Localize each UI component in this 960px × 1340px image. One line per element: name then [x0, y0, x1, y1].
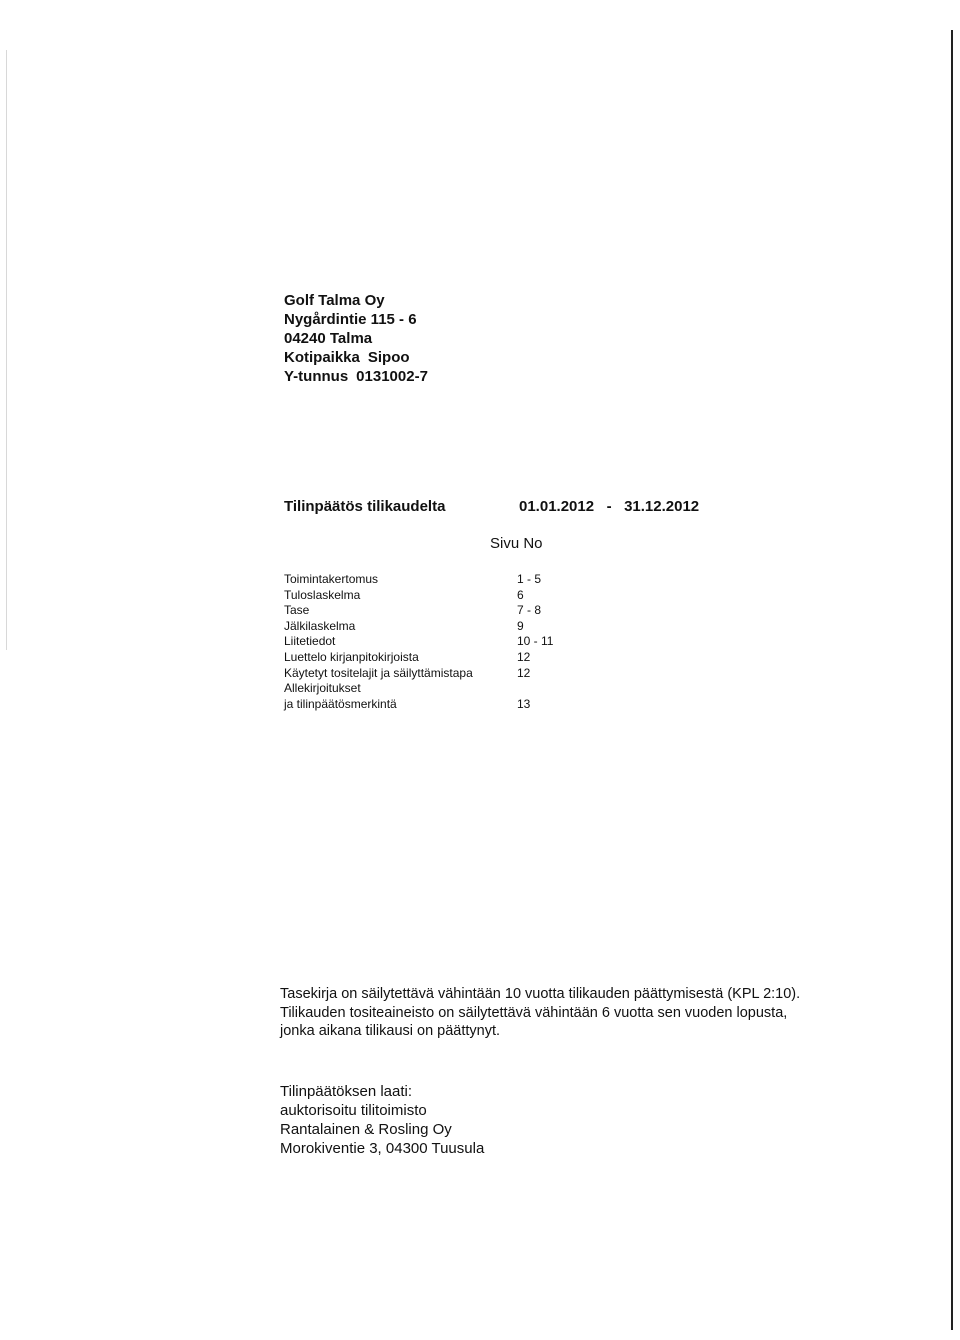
scan-edge-line [951, 30, 953, 1330]
toc-row [284, 634, 554, 650]
company-business-id [284, 367, 428, 386]
toc-pages: 1 - 5 [517, 572, 542, 586]
financial-period [284, 498, 700, 515]
toc-label: Toimintakertomus [284, 572, 379, 586]
toc-pages: 7 - 8 [517, 603, 542, 618]
toc-pages: 6 [517, 587, 524, 602]
toc-pages: 12 [517, 649, 531, 664]
toc-row [284, 681, 531, 712]
company-name: Golf Talma Oy [284, 292, 385, 309]
domicile-label: Kotipaikka [284, 349, 360, 366]
period-separator: - [606, 498, 612, 515]
business-id-label: Y-tunnus [284, 368, 349, 385]
page-number-header: Sivu No [490, 535, 543, 552]
period-start: 01.01.2012 [519, 498, 595, 515]
toc-row [284, 665, 531, 682]
company-info-block [284, 291, 428, 386]
prepared-by-line: Morokiventie 3, 04300 Tuusula [280, 1140, 485, 1157]
toc-label: Tuloslaskelma [284, 587, 361, 602]
prepared-by-block [280, 1082, 484, 1158]
retention-line: Tasekirja on säilytettävä vähintään 10 vuotta tilikauden päättymisestä (KPL 2:10). [280, 986, 801, 1002]
toc-row [284, 572, 542, 588]
toc-row [284, 603, 542, 619]
retention-notice [280, 985, 920, 1041]
toc-label: Tase [284, 603, 310, 618]
toc-label: Jälkilaskelma [284, 618, 356, 633]
toc-row [284, 649, 531, 666]
prepared-by-line: Rantalainen & Rosling Oy [280, 1121, 452, 1138]
period-end: 31.12.2012 [624, 498, 700, 515]
company-street: Nygårdintie 115 - 6 [284, 311, 417, 328]
toc-pages: 9 [517, 618, 524, 633]
company-domicile [284, 348, 428, 367]
toc-label: Käytetyt tositelajit ja säilyttämistapa [284, 665, 473, 680]
toc-label-continued: ja tilinpäätösmerkintä [284, 696, 397, 711]
period-title: Tilinpäätös tilikaudelta [284, 498, 446, 515]
retention-line: jonka aikana tilikausi on päättynyt. [280, 1023, 501, 1039]
company-postal: 04240 Talma [284, 330, 373, 347]
toc-row [284, 618, 524, 635]
table-of-contents [284, 572, 554, 712]
prepared-by-line: auktorisoitu tilitoimisto [280, 1102, 427, 1119]
business-id-value: 0131002-7 [356, 368, 428, 385]
toc-label: Liitetiedot [284, 634, 336, 649]
toc-pages: 13 [517, 696, 531, 711]
toc-pages: 10 - 11 [517, 634, 554, 649]
retention-line: Tilikauden tositeaineisto on säilytettävä vähintään 6 vuotta sen vuoden lopusta, [280, 1004, 788, 1021]
toc-row [284, 587, 524, 604]
scan-edge-faint-line [6, 50, 7, 650]
prepared-by-label: Tilinpäätöksen laati: [280, 1083, 413, 1100]
toc-pages: 12 [517, 665, 531, 680]
toc-label: Luettelo kirjanpitokirjoista [284, 649, 419, 664]
toc-label: Allekirjoitukset [284, 681, 361, 696]
domicile-value: Sipoo [367, 349, 410, 366]
period-range [519, 498, 699, 515]
